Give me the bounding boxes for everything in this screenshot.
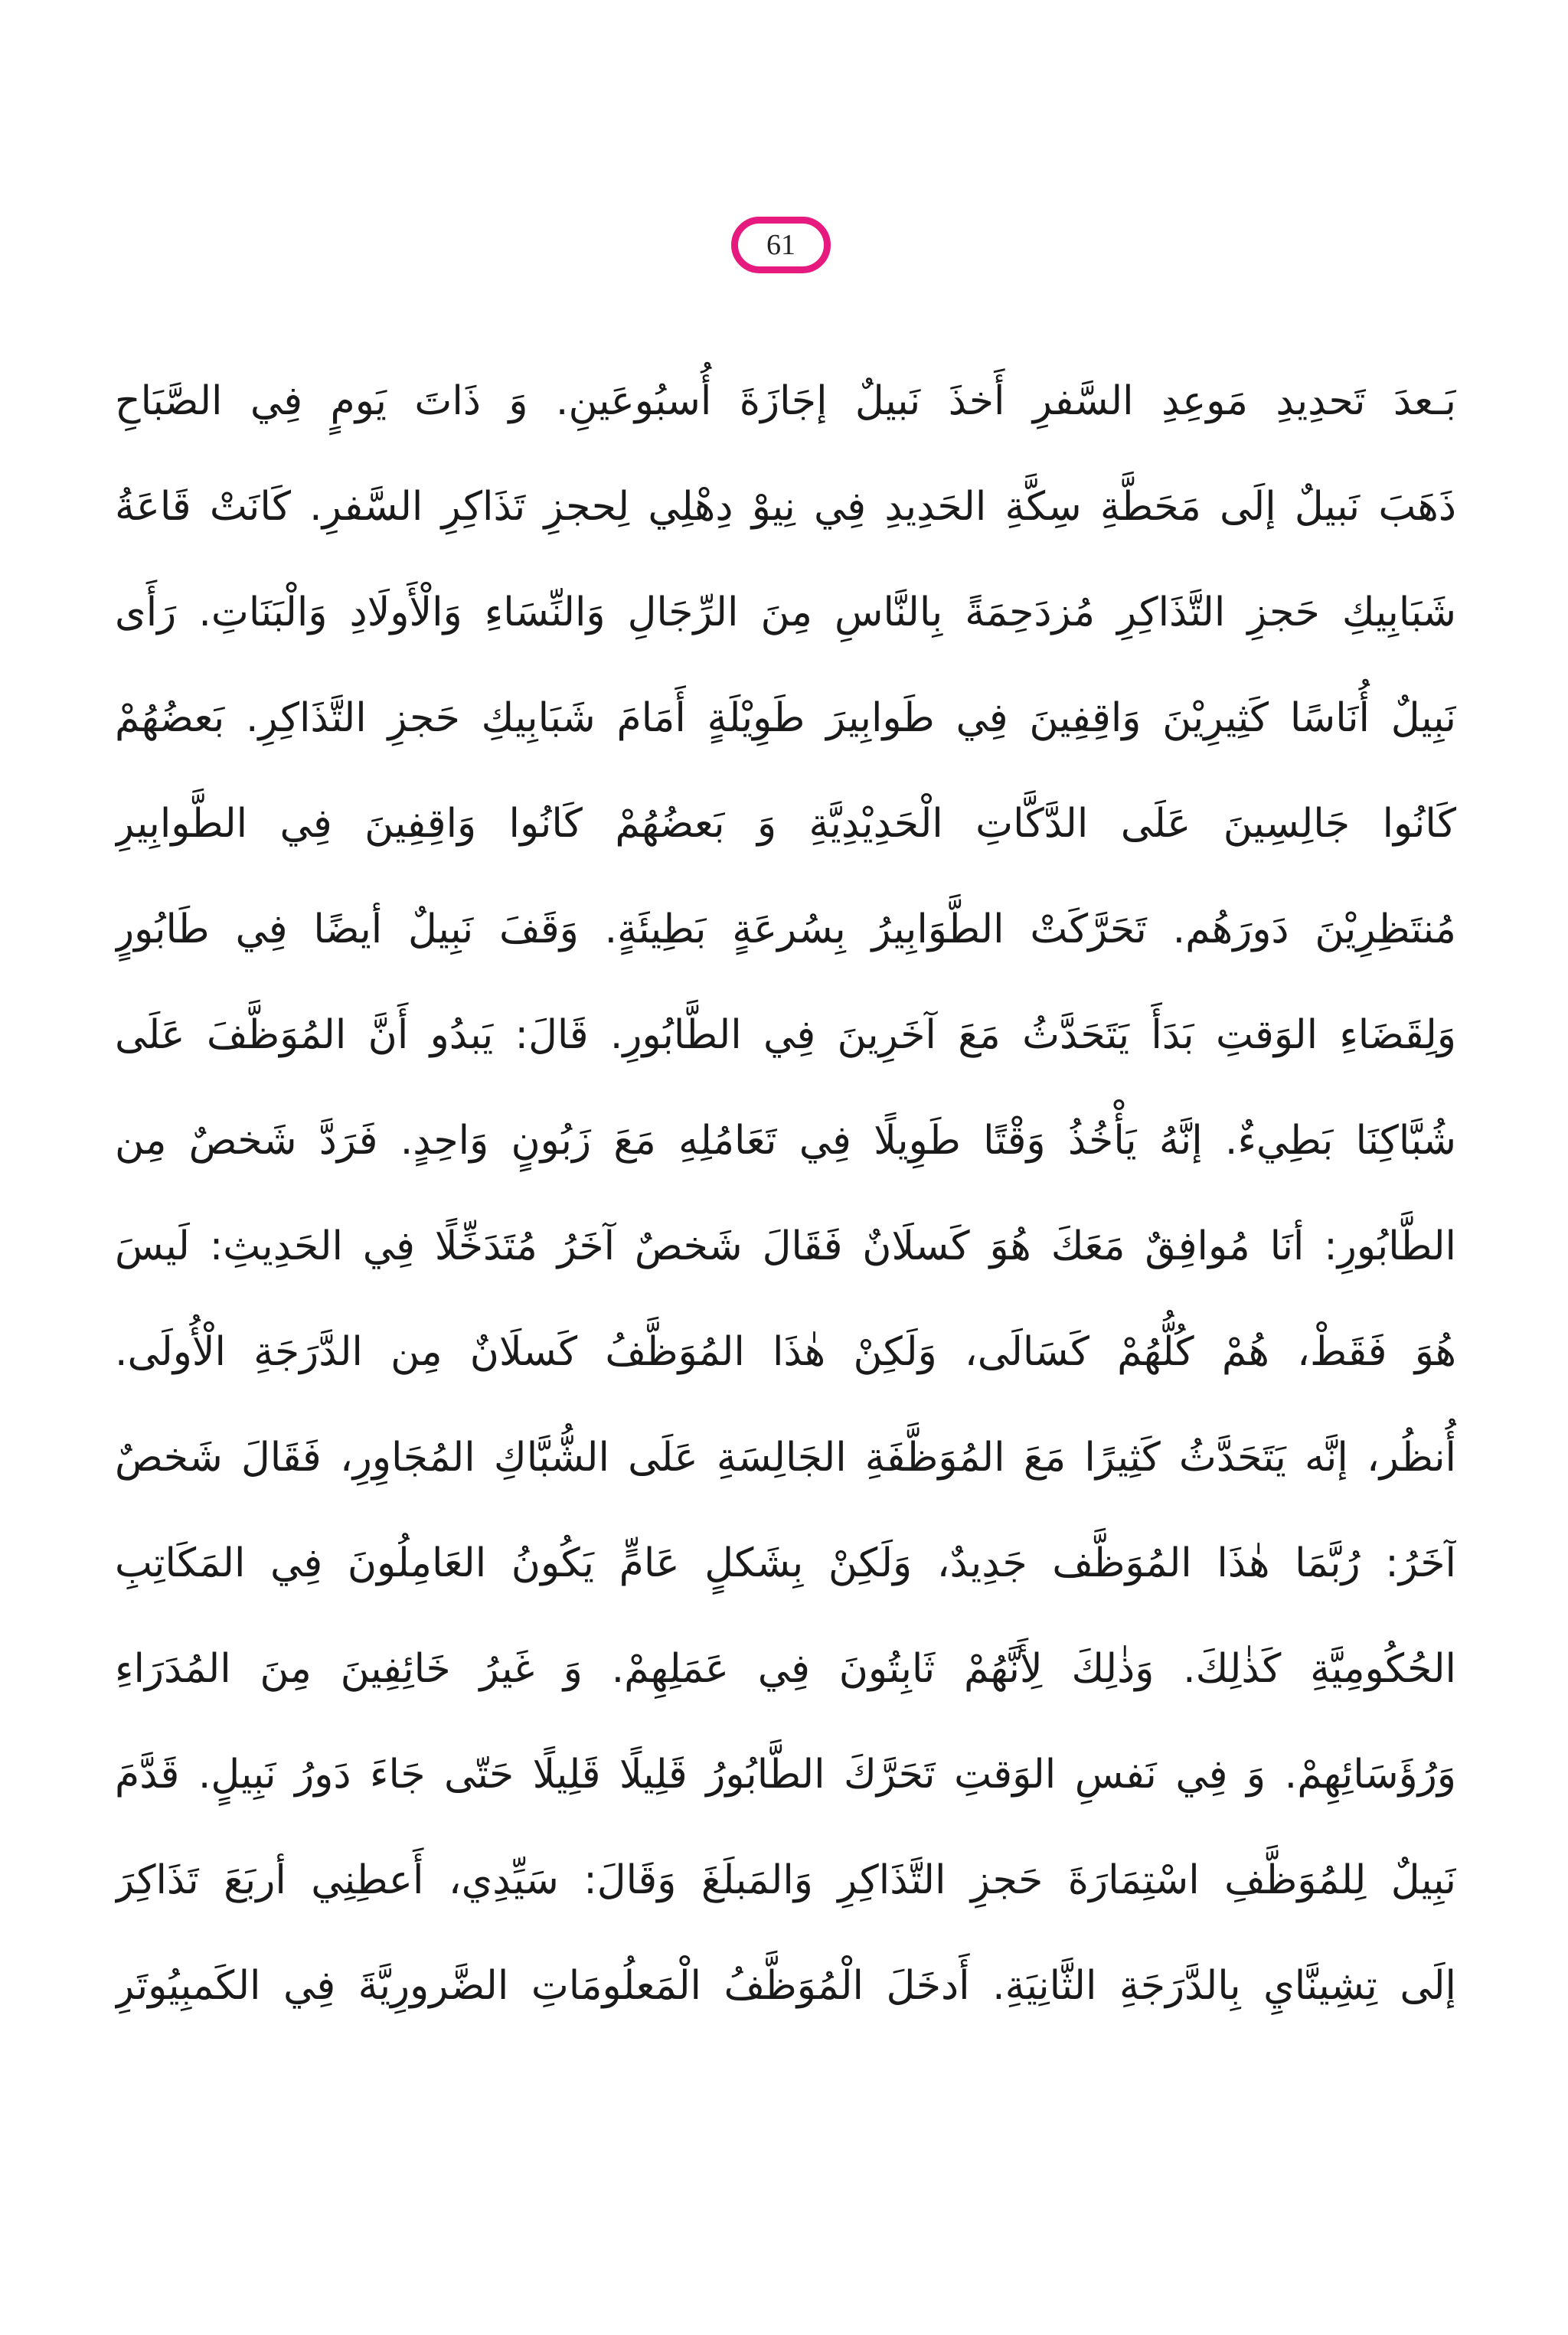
text-line: وَرُؤَسَائِهِمْ. وَ فِي نَفسِ الوَقتِ تَحَرَّكَ الطَّابُورُ قَلِيلًا قَلِيلًا حَتّى جَاءَ دَورُ نَبِيلٍ. قَدَّمَ	[115, 1752, 1456, 1798]
text-line: وَلِقَضَاءِ الوَقتِ بَدَأَ يَتَحَدَّثُ مَعَ آخَرِينَ فِي الطَّابُورِ. قَالَ: يَبدُو أَنَّ المُوَظَّفَ عَلَى	[115, 1012, 1456, 1058]
text-line: نَبِيلٌ أُنَاسًا كَثِيرِيْنَ وَاقِفِينَ فِي طَوابِيرَ طَوِيْلَةٍ أَمَامَ شَبَابِيكِ حَجزِ التَّذَاكِرِ. بَعضُهُمْ	[115, 695, 1456, 741]
text-line: نَبِيلٌ لِلمُوَظَّفِ اسْتِمَارَةَ حَجزِ التَّذَاكِرِ وَالمَبلَغَ وَقَالَ: سَيِّدِي، أَعطِنِي أربَعَ تَذَاكِرَ	[115, 1857, 1456, 1903]
text-line: هُوَ فَقَطْ، هُمْ كُلُّهُمْ كَسَالَى، وَلَكِنْ هٰذَا المُوَظَّفُ كَسلَانٌ مِن الدَّرَجَةِ الْأُولَى.	[115, 1329, 1456, 1375]
text-line: الطَّابُورِ: أنَا مُوافِقٌ مَعَكَ هُوَ كَسلَانٌ فَقَالَ شَخصٌ آخَرُ مُتَدَخِّلًا فِي الحَدِيثِ: لَيسَ	[115, 1223, 1456, 1269]
text-line: الحُكُومِيَّةِ كَذٰلِكَ. وَذٰلِكَ لِأَنَّهُمْ ثَابِتُونَ فِي عَمَلِهِمْ. وَ غَيرُ خَائِفِينَ مِنَ المُدَرَاءِ	[115, 1646, 1456, 1692]
text-line: مُنتَظِرِيْنَ دَورَهُم. تَحَرَّكَتْ الطَّوَابِيرُ بِسُرعَةٍ بَطِيئَةٍ. وَقَفَ نَبِيلٌ أيضًا فِي طَابُورٍ	[115, 906, 1456, 952]
page-number-badge: 61	[731, 217, 831, 273]
text-line: كَانُوا جَالِسِينَ عَلَى الدَّكَّاتِ الْحَدِيْدِيَّةِ وَ بَعضُهُمْ كَانُوا وَاقِفِينَ فِي الطَّوابِيرِ	[115, 801, 1456, 847]
body-text	[115, 348, 1456, 2039]
text-line: أُنظُر، إنَّه يَتَحَدَّثُ كَثِيرًا مَعَ المُوَظَّفَةِ الجَالِسَةِ عَلَى الشُّبَّاكِ المُجَاوِرِ، فَقَالَ شَخصٌ	[115, 1435, 1456, 1481]
text-line: آخَرُ: رُبَّمَا هٰذَا المُوَظَّف جَدِيدٌ، وَلَكِنْ بِشَكلٍ عَامٍّ يَكُونُ العَامِلُونَ فِي المَكَاتِبِ	[115, 1540, 1456, 1586]
text-line: بَـعدَ تَحدِيدِ مَوعِدِ السَّفرِ أَخذَ نَبيلٌ إجَازَةَ أُسبُوعَينِ. وَ ذَاتَ يَومٍ فِي الصَّبَاحِ	[115, 378, 1456, 424]
text-line: شُبَّاكِنَا بَطِيءٌ. إنَّهُ يَأْخُذُ وَقْتًا طَوِيلًا فِي تَعَامُلِهِ مَعَ زَبُونٍ وَاحِدٍ. فَرَدَّ شَخصٌ مِن	[115, 1118, 1456, 1164]
text-line: ذَهَبَ نَبيلٌ إلَى مَحَطَّةِ سِكَّةِ الحَدِيدِ فِي نِيوْ دِهْلِي لِحجزِ تَذَاكِرِ السَّفرِ. كَانَتْ قَاعَةُ	[115, 484, 1456, 530]
text-line: شَبَابِيكِ حَجزِ التَّذَاكِرِ مُزدَحِمَةً بِالنَّاسِ مِنَ الرِّجَالِ وَالنِّسَاءِ وَالْأَولَادِ وَالْبَنَاتِ. رَأَى	[115, 589, 1456, 635]
text-line: إلَى تِشِينَّايِ بِالدَّرَجَةِ الثَّانِيَةِ. أَدخَلَ الْمُوَظَّفُ الْمَعلُومَاتِ الضَّرورِيَّةَ فِي الكَمبِيُوتَرِ	[115, 1963, 1456, 2009]
